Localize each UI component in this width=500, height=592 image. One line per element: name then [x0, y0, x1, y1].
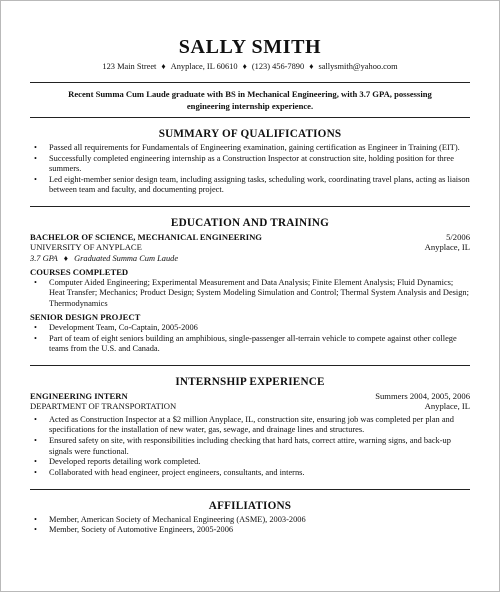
section-divider	[30, 365, 470, 366]
city: Anyplace, IL 60610	[170, 62, 238, 71]
list-item: • Member, American Society of Mechanical Engineering (ASME), 2003-2006	[30, 515, 470, 525]
list-item: • Ensured safety on site, with responsibilities including checking that hard hats, correct attire, warning signs, and back-up signals were functional.	[30, 436, 470, 457]
list-item: • Successfully completed engineering internship as a Construction Inspector at construction site, holding position for three summers.	[30, 154, 470, 175]
school-row	[30, 242, 470, 253]
list-item: • Acted as Construction Inspector at a $2 million Anyplace, IL, construction site, ensuring job was completed per plan and specifications for the installation of new water, gas, sewage, and drainage lines and structures.	[30, 415, 470, 436]
separator-diamond: ♦	[161, 62, 166, 71]
role-dates: Summers 2004, 2005, 2006	[375, 390, 470, 401]
degree-row	[30, 232, 470, 243]
phone: (123) 456-7890	[251, 62, 305, 71]
separator-diamond: ♦	[309, 62, 314, 71]
org-location: Anyplace, IL	[424, 401, 470, 412]
separator-diamond: ♦	[242, 62, 247, 71]
degree-date: 5/2006	[446, 231, 470, 242]
resume-page	[30, 0, 470, 536]
org-row	[30, 401, 470, 412]
role: ENGINEERING INTERN	[30, 390, 128, 401]
objective-statement: Recent Summa Cum Laude graduate with BS in Mechanical Engineering, with 3.7 GPA, possessing engineering internship experience.	[30, 82, 470, 118]
candidate-name: SALLY SMITH	[178, 36, 322, 58]
email-link[interactable]: sallysmith@yahoo.com	[318, 62, 398, 71]
section-title-internship: INTERNSHIP EXPERIENCE	[175, 375, 325, 388]
section-title-education: EDUCATION AND TRAINING	[170, 216, 330, 229]
project-list	[30, 323, 470, 355]
contact-line	[30, 61, 470, 72]
list-item: • Member, Society of Automotive Engineers, 2005-2006	[30, 525, 470, 535]
list-item: • Part of team of eight seniors building an amphibious, single-passenger all-terrain vehicle to compete against other college teams from the U.S. and Canada.	[30, 334, 470, 355]
gpa-line	[30, 253, 470, 264]
degree: BACHELOR OF SCIENCE, MECHANICAL ENGINEERING	[30, 231, 262, 242]
section-title-affiliations: AFFILIATIONS	[208, 499, 292, 512]
school: UNIVERSITY OF ANYPLACE	[30, 242, 142, 253]
honor: Graduated Summa Cum Laude	[74, 254, 179, 263]
address: 123 Main Street	[102, 62, 157, 71]
section-divider	[30, 489, 470, 490]
section-title-summary: SUMMARY OF QUALIFICATIONS	[158, 128, 342, 140]
gpa: 3.7 GPA	[30, 254, 58, 263]
list-item: • Led eight-member senior design team, including assigning tasks, scheduling work, coordinating travel plans, acting as liaison between team and faculty, and documenting project.	[30, 175, 470, 196]
section-divider	[30, 206, 470, 207]
list-item: • Collaborated with head engineer, project engineers, consultants, and interns.	[30, 468, 470, 478]
school-location: Anyplace, IL	[424, 242, 470, 253]
organization: DEPARTMENT OF TRANSPORTATION	[30, 401, 177, 412]
role-row	[30, 391, 470, 402]
affiliations-list	[30, 515, 470, 536]
internship-list	[30, 415, 470, 479]
separator-diamond: ♦	[63, 254, 68, 263]
list-item: • Development Team, Co-Captain, 2005-2006	[30, 323, 470, 333]
courses-heading: COURSES COMPLETED	[30, 267, 129, 277]
courses-list	[30, 278, 470, 309]
list-item: • Passed all requirements for Fundamentals of Engineering examination, gaining certification as Engineer in Training (EIT).	[30, 143, 470, 153]
list-item: • Computer Aided Engineering; Experimental Measurement and Data Analysis; Finite Element Analysis; Fluid Dynamics; Heat Transfer; Mechanics; Product Design; System Modeling Simulation and Control; Thermal System Analysis and Design; Thermodynamics	[30, 278, 470, 309]
summary-list	[30, 143, 470, 196]
project-heading: SENIOR DESIGN PROJECT	[30, 312, 141, 323]
list-item: • Developed reports detailing work completed.	[30, 457, 470, 467]
